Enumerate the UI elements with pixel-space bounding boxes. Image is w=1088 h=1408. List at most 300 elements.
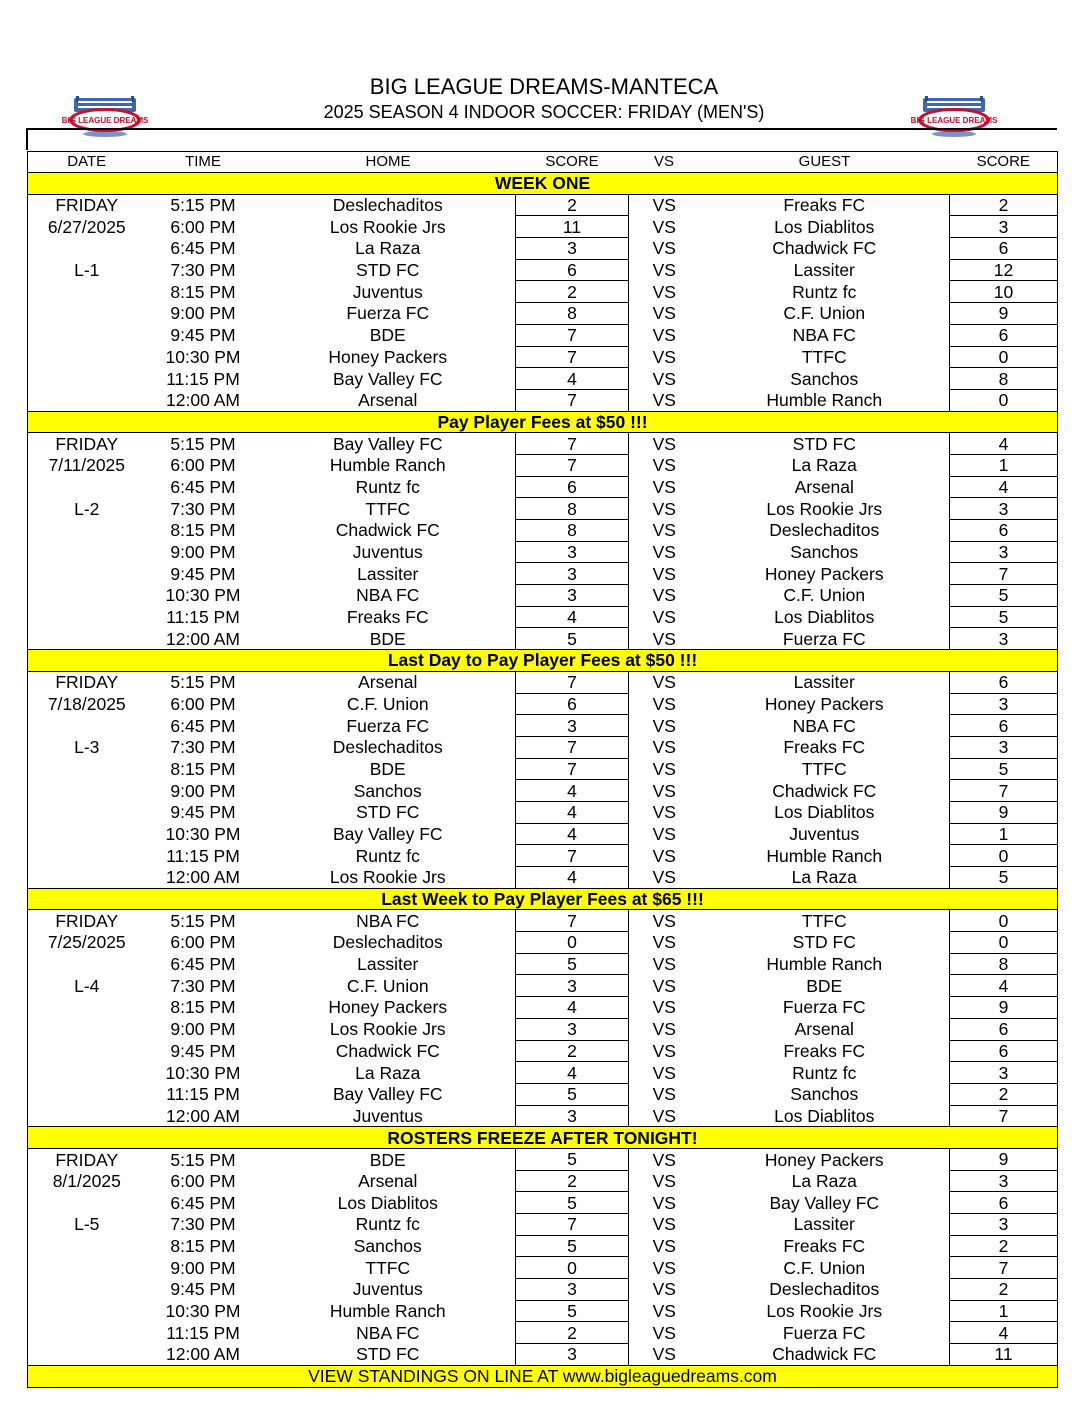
league-week: L-3 xyxy=(28,736,146,758)
vs-label: VS xyxy=(652,238,676,259)
header-home-score: SCORE xyxy=(516,152,629,173)
home-score: 4 xyxy=(516,997,629,1019)
home-score: 0 xyxy=(516,1257,629,1279)
vs-label: VS xyxy=(652,1149,676,1170)
game-time: 10:30 PM xyxy=(165,1301,241,1322)
game-row xyxy=(28,715,1058,737)
home-team: C.F. Union xyxy=(346,693,429,714)
guest-score: 9 xyxy=(950,303,1058,325)
game-time: 5:15 PM xyxy=(170,1149,236,1170)
guest-score: 6 xyxy=(950,671,1058,693)
guest-score: 2 xyxy=(950,1235,1058,1257)
home-score: 4 xyxy=(516,867,629,889)
home-team: Runtz fc xyxy=(355,845,420,866)
guest-team: C.F. Union xyxy=(783,303,866,324)
home-team: BDE xyxy=(369,758,406,779)
guest-team: Honey Packers xyxy=(764,563,884,584)
game-time: 12:00 AM xyxy=(166,628,240,649)
guest-score: 1 xyxy=(950,823,1058,845)
date-cell xyxy=(28,520,146,542)
home-score: 4 xyxy=(516,780,629,802)
home-score: 8 xyxy=(516,303,629,325)
game-time: 6:00 PM xyxy=(170,932,236,953)
home-team: Juventus xyxy=(352,1105,423,1126)
guest-score: 3 xyxy=(950,498,1058,520)
home-team: Bay Valley FC xyxy=(332,433,443,454)
game-row xyxy=(28,563,1058,585)
game-row xyxy=(28,975,1058,997)
game-time: 9:00 PM xyxy=(170,1257,236,1278)
home-score: 3 xyxy=(516,563,629,585)
schedule-table xyxy=(27,151,1058,1388)
home-team: Sanchos xyxy=(353,1236,422,1257)
home-score: 4 xyxy=(516,368,629,390)
league-week: L-2 xyxy=(28,498,146,520)
guest-score: 6 xyxy=(950,1040,1058,1062)
home-score: 7 xyxy=(516,736,629,758)
home-team: Los Diablitos xyxy=(337,1192,438,1213)
guest-score: 3 xyxy=(950,1214,1058,1236)
vs-label: VS xyxy=(652,737,676,758)
game-time: 10:30 PM xyxy=(165,346,241,367)
home-team: Arsenal xyxy=(358,672,418,693)
guest-score: 4 xyxy=(950,476,1058,498)
date-cell xyxy=(28,476,146,498)
vs-label: VS xyxy=(652,693,676,714)
week-banner-row xyxy=(28,173,1058,195)
logo-text: BIG LEAGUE DREAMS xyxy=(910,116,998,125)
game-time: 12:00 AM xyxy=(166,1105,240,1126)
vs-label: VS xyxy=(652,932,676,953)
home-score: 6 xyxy=(516,476,629,498)
guest-team: Los Diablitos xyxy=(774,607,875,628)
guest-score: 2 xyxy=(950,194,1058,216)
home-score: 7 xyxy=(516,671,629,693)
date-cell xyxy=(28,1192,146,1214)
home-score: 5 xyxy=(516,1300,629,1322)
home-team: NBA FC xyxy=(356,585,420,606)
home-score: 3 xyxy=(516,715,629,737)
vs-label: VS xyxy=(652,585,676,606)
vs-label: VS xyxy=(652,823,676,844)
guest-score: 6 xyxy=(950,238,1058,260)
game-time: 5:15 PM xyxy=(170,195,236,216)
guest-score: 7 xyxy=(950,563,1058,585)
home-team: TTFC xyxy=(365,498,411,519)
game-date: 7/18/2025 xyxy=(28,693,146,715)
game-row xyxy=(28,693,1058,715)
game-row xyxy=(28,541,1058,563)
game-row xyxy=(28,758,1058,780)
home-score: 7 xyxy=(516,845,629,867)
guest-score: 0 xyxy=(950,845,1058,867)
guest-score: 0 xyxy=(950,910,1058,932)
vs-label: VS xyxy=(652,975,676,996)
guest-score: 11 xyxy=(950,1344,1058,1366)
game-time: 6:45 PM xyxy=(170,238,236,259)
game-time: 8:15 PM xyxy=(170,281,236,302)
home-team: NBA FC xyxy=(356,910,420,931)
home-score: 7 xyxy=(516,433,629,455)
game-day: FRIDAY xyxy=(28,1148,146,1170)
vs-label: VS xyxy=(652,498,676,519)
home-score: 5 xyxy=(516,1192,629,1214)
guest-team: Los Diablitos xyxy=(774,216,875,237)
guest-score: 4 xyxy=(950,1322,1058,1344)
home-team: NBA FC xyxy=(356,1322,420,1343)
home-score: 8 xyxy=(516,520,629,542)
game-time: 6:00 PM xyxy=(170,455,236,476)
home-score: 8 xyxy=(516,498,629,520)
header-guest: GUEST xyxy=(700,152,950,173)
game-day: FRIDAY xyxy=(28,671,146,693)
game-row xyxy=(28,216,1058,238)
vs-label: VS xyxy=(652,954,676,975)
home-team: La Raza xyxy=(355,1062,421,1083)
game-time: 11:15 PM xyxy=(166,368,240,389)
game-row xyxy=(28,1105,1058,1127)
home-team: Bay Valley FC xyxy=(332,823,443,844)
header-home: HOME xyxy=(261,152,516,173)
guest-team: La Raza xyxy=(791,867,857,888)
game-row xyxy=(28,606,1058,628)
game-row xyxy=(28,1214,1058,1236)
vs-label: VS xyxy=(652,1062,676,1083)
guest-score: 3 xyxy=(950,1170,1058,1192)
game-time: 6:45 PM xyxy=(170,476,236,497)
vs-label: VS xyxy=(652,281,676,302)
game-day: FRIDAY xyxy=(28,910,146,932)
guest-team: STD FC xyxy=(792,433,856,454)
date-cell xyxy=(28,1040,146,1062)
date-cell xyxy=(28,1257,146,1279)
game-time: 11:15 PM xyxy=(166,1322,240,1343)
game-row xyxy=(28,194,1058,216)
home-score: 6 xyxy=(516,259,629,281)
vs-label: VS xyxy=(652,368,676,389)
home-score: 7 xyxy=(516,324,629,346)
guest-team: Sanchos xyxy=(790,542,859,563)
guest-score: 6 xyxy=(950,1018,1058,1040)
guest-score: 0 xyxy=(950,932,1058,954)
game-row xyxy=(28,520,1058,542)
home-team: STD FC xyxy=(356,260,420,281)
home-score: 4 xyxy=(516,801,629,823)
date-cell xyxy=(28,389,146,411)
week-banner-row xyxy=(28,1127,1058,1149)
game-date: 6/27/2025 xyxy=(28,216,146,238)
game-time: 9:00 PM xyxy=(170,303,236,324)
game-time: 6:45 PM xyxy=(170,715,236,736)
home-score: 7 xyxy=(516,389,629,411)
game-time: 9:45 PM xyxy=(170,802,236,823)
game-time: 5:15 PM xyxy=(170,672,236,693)
guest-score: 3 xyxy=(950,216,1058,238)
game-time: 7:30 PM xyxy=(170,1214,236,1235)
vs-label: VS xyxy=(652,325,676,346)
vs-label: VS xyxy=(652,346,676,367)
guest-score: 3 xyxy=(950,693,1058,715)
home-team: STD FC xyxy=(356,1344,420,1365)
game-row xyxy=(28,801,1058,823)
guest-team: Lassiter xyxy=(793,672,855,693)
game-time: 6:00 PM xyxy=(170,693,236,714)
game-time: 7:30 PM xyxy=(170,260,236,281)
date-cell xyxy=(28,1300,146,1322)
home-team: Juventus xyxy=(352,1279,423,1300)
vs-label: VS xyxy=(652,758,676,779)
game-time: 6:00 PM xyxy=(170,216,236,237)
guest-score: 5 xyxy=(950,606,1058,628)
vs-label: VS xyxy=(652,715,676,736)
game-day: FRIDAY xyxy=(28,433,146,455)
home-team: Sanchos xyxy=(353,780,422,801)
vs-label: VS xyxy=(652,1257,676,1278)
game-row xyxy=(28,238,1058,260)
home-score: 3 xyxy=(516,1344,629,1366)
home-score: 2 xyxy=(516,281,629,303)
vs-label: VS xyxy=(652,1279,676,1300)
date-cell xyxy=(28,324,146,346)
week-banner: WEEK ONE xyxy=(28,173,1058,195)
guest-score: 9 xyxy=(950,997,1058,1019)
game-time: 12:00 AM xyxy=(166,1344,240,1365)
page-title: BIG LEAGUE DREAMS-MANTECA xyxy=(369,74,719,99)
game-time: 8:15 PM xyxy=(170,1236,236,1257)
vs-label: VS xyxy=(652,845,676,866)
vs-label: VS xyxy=(652,1301,676,1322)
guest-score: 0 xyxy=(950,346,1058,368)
home-score: 3 xyxy=(516,541,629,563)
game-row xyxy=(28,498,1058,520)
guest-team: Runtz fc xyxy=(792,281,857,302)
home-team: Los Rookie Jrs xyxy=(329,1019,446,1040)
guest-score: 10 xyxy=(950,281,1058,303)
home-team: Deslechaditos xyxy=(332,195,443,216)
game-row xyxy=(28,823,1058,845)
game-time: 10:30 PM xyxy=(165,585,241,606)
game-row xyxy=(28,281,1058,303)
guest-team: Honey Packers xyxy=(764,693,884,714)
home-score: 11 xyxy=(516,216,629,238)
game-row xyxy=(28,346,1058,368)
vs-label: VS xyxy=(652,542,676,563)
date-cell xyxy=(28,715,146,737)
guest-score: 0 xyxy=(950,389,1058,411)
vs-label: VS xyxy=(652,997,676,1018)
guest-team: Juventus xyxy=(789,823,860,844)
standings-link-text: VIEW STANDINGS ON LINE AT www.bigleaguedreams.com xyxy=(28,1365,1058,1387)
game-row xyxy=(28,1279,1058,1301)
column-header-row xyxy=(28,152,1058,173)
guest-score: 7 xyxy=(950,780,1058,802)
game-row xyxy=(28,1170,1058,1192)
vs-label: VS xyxy=(652,1019,676,1040)
game-row xyxy=(28,932,1058,954)
guest-team: Los Rookie Jrs xyxy=(766,498,883,519)
table-frame xyxy=(26,128,1057,150)
home-score: 2 xyxy=(516,1322,629,1344)
date-cell xyxy=(28,1018,146,1040)
home-team: Deslechaditos xyxy=(332,932,443,953)
game-row xyxy=(28,1040,1058,1062)
game-time: 6:00 PM xyxy=(170,1170,236,1191)
home-team: Runtz fc xyxy=(355,1214,420,1235)
game-row xyxy=(28,1344,1058,1366)
guest-score: 4 xyxy=(950,433,1058,455)
guest-team: Los Diablitos xyxy=(774,1105,875,1126)
vs-label: VS xyxy=(652,433,676,454)
home-team: Deslechaditos xyxy=(332,737,443,758)
guest-score: 3 xyxy=(950,1062,1058,1084)
guest-team: Los Rookie Jrs xyxy=(766,1301,883,1322)
home-team: Arsenal xyxy=(358,389,418,410)
date-cell xyxy=(28,563,146,585)
home-score: 3 xyxy=(516,1279,629,1301)
guest-score: 4 xyxy=(950,975,1058,997)
date-cell xyxy=(28,1322,146,1344)
vs-label: VS xyxy=(652,1192,676,1213)
date-cell xyxy=(28,758,146,780)
home-team: C.F. Union xyxy=(346,975,429,996)
vs-label: VS xyxy=(652,1214,676,1235)
date-cell xyxy=(28,1344,146,1366)
vs-label: VS xyxy=(652,195,676,216)
home-score: 0 xyxy=(516,932,629,954)
game-row xyxy=(28,1322,1058,1344)
game-row xyxy=(28,454,1058,476)
guest-score: 12 xyxy=(950,259,1058,281)
guest-score: 7 xyxy=(950,1105,1058,1127)
date-cell xyxy=(28,628,146,650)
game-time: 9:00 PM xyxy=(170,542,236,563)
guest-team: Freaks FC xyxy=(783,1236,866,1257)
guest-score: 3 xyxy=(950,628,1058,650)
home-team: Bay Valley FC xyxy=(332,368,443,389)
guest-score: 8 xyxy=(950,953,1058,975)
guest-team: STD FC xyxy=(792,932,856,953)
home-team: Honey Packers xyxy=(328,997,448,1018)
guest-team: Humble Ranch xyxy=(766,845,883,866)
vs-label: VS xyxy=(652,1040,676,1061)
date-cell xyxy=(28,585,146,607)
home-team: Los Rookie Jrs xyxy=(329,867,446,888)
guest-score: 6 xyxy=(950,324,1058,346)
guest-team: Sanchos xyxy=(790,368,859,389)
home-team: Lassiter xyxy=(357,954,419,975)
home-team: Fuerza FC xyxy=(346,715,430,736)
game-row xyxy=(28,997,1058,1019)
header-date: DATE xyxy=(28,152,146,173)
game-row xyxy=(28,1148,1058,1170)
guest-team: Los Diablitos xyxy=(774,802,875,823)
header-vs: VS xyxy=(629,152,700,173)
date-cell xyxy=(28,1235,146,1257)
guest-team: Chadwick FC xyxy=(772,780,877,801)
home-score: 5 xyxy=(516,628,629,650)
home-team: Lassiter xyxy=(357,563,419,584)
date-cell xyxy=(28,867,146,889)
guest-score: 1 xyxy=(950,454,1058,476)
game-row xyxy=(28,1083,1058,1105)
guest-team: Freaks FC xyxy=(783,195,866,216)
home-team: Juventus xyxy=(352,281,423,302)
game-row xyxy=(28,1235,1058,1257)
guest-team: Bay Valley FC xyxy=(769,1192,880,1213)
game-time: 9:45 PM xyxy=(170,563,236,584)
guest-score: 2 xyxy=(950,1279,1058,1301)
vs-label: VS xyxy=(652,867,676,888)
game-row xyxy=(28,736,1058,758)
guest-team: La Raza xyxy=(791,455,857,476)
game-row xyxy=(28,585,1058,607)
home-team: BDE xyxy=(369,325,406,346)
guest-score: 6 xyxy=(950,1192,1058,1214)
date-cell xyxy=(28,801,146,823)
home-score: 4 xyxy=(516,1062,629,1084)
home-team: BDE xyxy=(369,628,406,649)
guest-score: 5 xyxy=(950,758,1058,780)
game-time: 11:15 PM xyxy=(166,607,240,628)
vs-label: VS xyxy=(652,1344,676,1365)
guest-team: TTFC xyxy=(801,910,847,931)
home-team: Humble Ranch xyxy=(329,1301,446,1322)
guest-team: TTFC xyxy=(801,758,847,779)
game-time: 8:15 PM xyxy=(170,520,236,541)
guest-team: Humble Ranch xyxy=(766,954,883,975)
header-guest-score: SCORE xyxy=(950,152,1058,173)
date-cell xyxy=(28,303,146,325)
guest-score: 9 xyxy=(950,801,1058,823)
home-team: Chadwick FC xyxy=(335,520,440,541)
league-week: L-4 xyxy=(28,975,146,997)
game-time: 9:45 PM xyxy=(170,325,236,346)
home-score: 2 xyxy=(516,1040,629,1062)
game-date: 7/11/2025 xyxy=(28,454,146,476)
game-time: 9:00 PM xyxy=(170,780,236,801)
game-time: 10:30 PM xyxy=(165,1062,241,1083)
game-row xyxy=(28,324,1058,346)
date-cell xyxy=(28,780,146,802)
home-score: 2 xyxy=(516,1170,629,1192)
game-time: 8:15 PM xyxy=(170,758,236,779)
week-banner: Last Day to Pay Player Fees at $50 !!! xyxy=(28,650,1058,672)
date-cell xyxy=(28,997,146,1019)
game-row xyxy=(28,867,1058,889)
guest-score: 5 xyxy=(950,867,1058,889)
vs-label: VS xyxy=(652,628,676,649)
vs-label: VS xyxy=(652,389,676,410)
guest-score: 6 xyxy=(950,520,1058,542)
vs-label: VS xyxy=(652,1170,676,1191)
home-team: Los Rookie Jrs xyxy=(329,216,446,237)
guest-score: 6 xyxy=(950,715,1058,737)
game-time: 11:15 PM xyxy=(166,1084,240,1105)
game-row xyxy=(28,259,1058,281)
home-team: Chadwick FC xyxy=(335,1040,440,1061)
game-row xyxy=(28,780,1058,802)
game-row xyxy=(28,953,1058,975)
vs-label: VS xyxy=(652,216,676,237)
game-time: 7:30 PM xyxy=(170,975,236,996)
game-row xyxy=(28,303,1058,325)
date-cell xyxy=(28,541,146,563)
guest-team: Deslechaditos xyxy=(769,1279,880,1300)
logo-text: BIG LEAGUE DREAMS xyxy=(61,116,149,125)
home-score: 7 xyxy=(516,758,629,780)
home-score: 4 xyxy=(516,606,629,628)
home-team: Arsenal xyxy=(358,1170,418,1191)
